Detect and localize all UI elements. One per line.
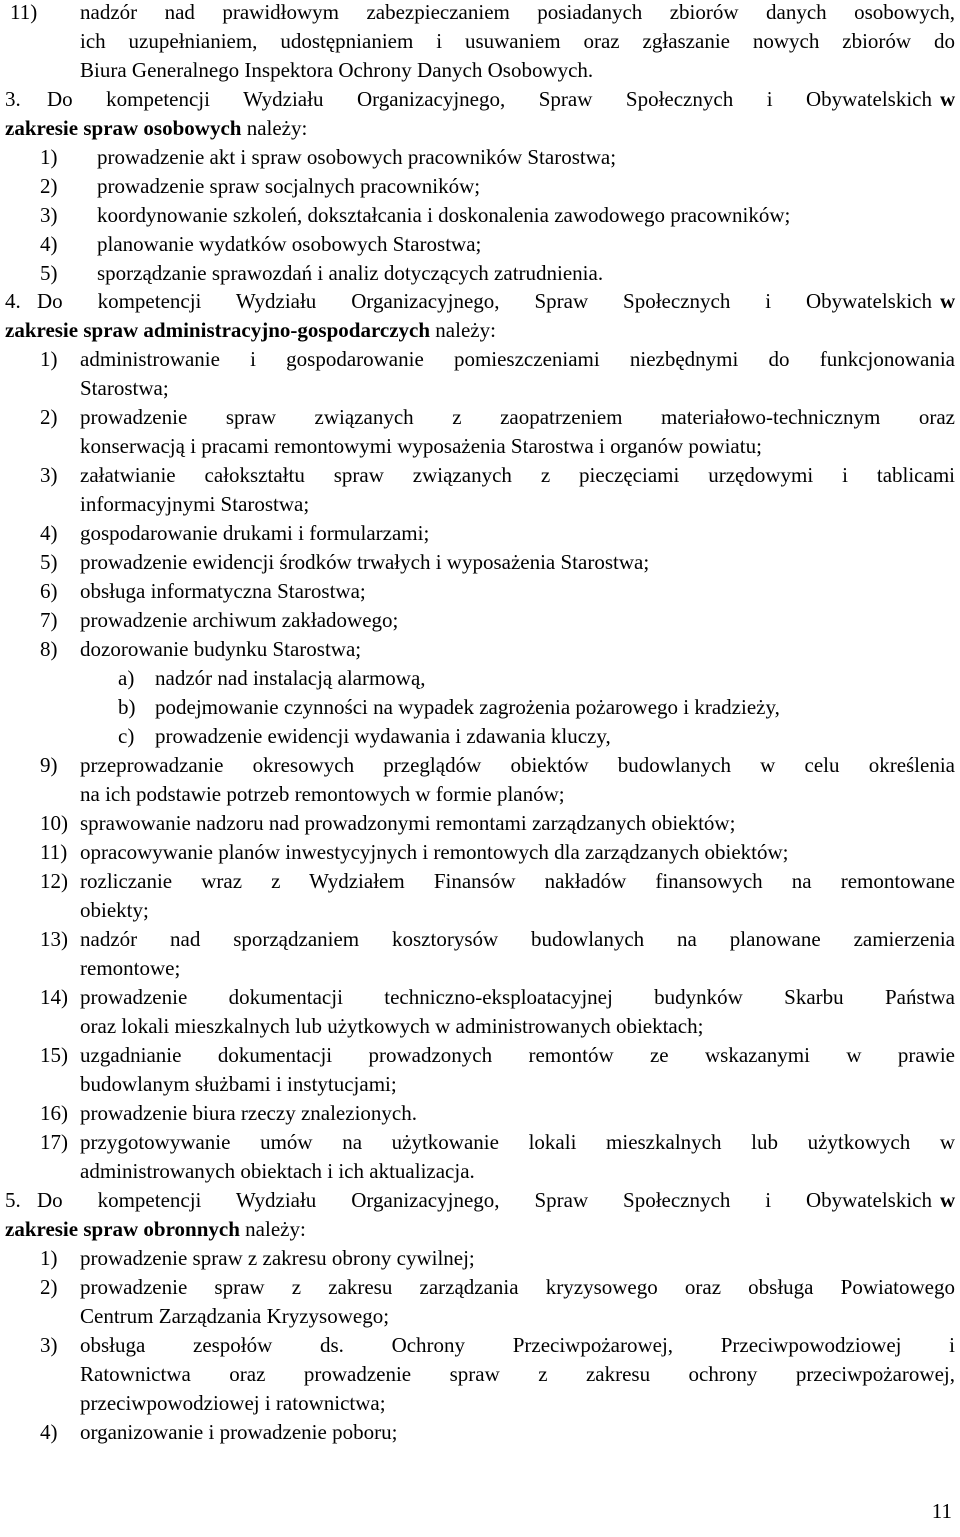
- section-number: 4.: [5, 289, 21, 313]
- list-number: 4): [40, 521, 58, 545]
- list-item-text: rozliczanie wraz z Wydziałem Finansów nakładów finansowych na remontowane: [80, 869, 955, 893]
- list-item-text: koordynowanie szkoleń, dokształcania i doskonalenia zawodowego pracowników;: [97, 203, 791, 227]
- list-number: 15): [40, 1043, 68, 1067]
- list-item-text: prowadzenie akt i spraw osobowych pracowników Starostwa;: [97, 145, 617, 169]
- list-item-text: obiekty;: [80, 898, 149, 922]
- list-number: a): [118, 666, 135, 690]
- list-number: b): [118, 695, 136, 719]
- list-number: 2): [40, 174, 58, 198]
- list-number: 10): [40, 811, 68, 835]
- list-number: 3): [40, 203, 58, 227]
- list-number: 11): [10, 0, 38, 24]
- list-item-text: informacyjnymi Starostwa;: [80, 492, 310, 516]
- list-number: 13): [40, 927, 68, 951]
- section-intro: Do kompetencji Wydziału Organizacyjnego, Spraw Społecznych i Obywatelskich: [37, 289, 932, 313]
- page-number: 11: [931, 1499, 952, 1523]
- list-item-text: konserwacją i pracami remontowymi wyposażenia Starostwa i organów powiatu;: [80, 434, 762, 458]
- list-number: 4): [40, 232, 58, 256]
- list-item-text: dozorowanie budynku Starostwa;: [80, 637, 362, 661]
- section-intro-w: w: [940, 1188, 956, 1212]
- section-number: 5.: [5, 1188, 21, 1212]
- list-item-text: uzgadnianie dokumentacji prowadzonych remontów ze wskazanymi w prawie: [80, 1043, 955, 1067]
- list-number: c): [118, 724, 135, 748]
- list-number: 14): [40, 985, 68, 1009]
- list-item-text: prowadzenie biura rzeczy znalezionych.: [80, 1101, 417, 1125]
- list-number: 1): [40, 347, 58, 371]
- list-number: 6): [40, 579, 58, 603]
- list-item-text: gospodarowanie drukami i formularzami;: [80, 521, 430, 545]
- section-intro-line2: zakresie spraw administracyjno-gospodarczych należy:: [5, 318, 496, 342]
- list-item-text: prowadzenie ewidencji środków trwałych i wyposażenia Starostwa;: [80, 550, 650, 574]
- list-item-text: prowadzenie ewidencji wydawania i zdawania kluczy,: [155, 724, 611, 748]
- list-number: 16): [40, 1101, 68, 1125]
- list-item-text: opracowywanie planów inwestycyjnych i remontowych dla zarządzanych obiektów;: [80, 840, 789, 864]
- list-number: 8): [40, 637, 58, 661]
- list-item-text: sporządzanie sprawozdań i analiz dotyczących zatrudnienia.: [97, 261, 604, 285]
- list-item-text: prowadzenie spraw z zakresu obrony cywilnej;: [80, 1246, 475, 1270]
- list-number: 17): [40, 1130, 68, 1154]
- list-number: 3): [40, 463, 58, 487]
- list-item-text: budowlanym służbami i instytucjami;: [80, 1072, 397, 1096]
- section-intro-line2: zakresie spraw osobowych należy:: [5, 116, 308, 140]
- list-item-text: Ratownictwa oraz prowadzenie spraw z zakresu ochrony przeciwpożarowej,: [80, 1362, 955, 1386]
- list-number: 9): [40, 753, 58, 777]
- list-item-text: prowadzenie spraw socjalnych pracowników;: [97, 174, 481, 198]
- list-number: 5): [40, 550, 58, 574]
- list-number: 1): [40, 1246, 58, 1270]
- list-item-text: nadzór nad sporządzaniem kosztorysów budowlanych na planowane zamierzenia: [80, 927, 955, 951]
- section-intro-w: w: [940, 87, 956, 111]
- list-number: 4): [40, 1420, 58, 1444]
- list-item-text: nadzór nad instalacją alarmową,: [155, 666, 426, 690]
- list-item-text: Biura Generalnego Inspektora Ochrony Danych Osobowych.: [80, 58, 594, 82]
- list-item-text: Centrum Zarządzania Kryzysowego;: [80, 1304, 390, 1328]
- section-intro: Do kompetencji Wydziału Organizacyjnego, Spraw Społecznych i Obywatelskich: [37, 1188, 932, 1212]
- list-item-text: przeciwpowodziowej i ratownictwa;: [80, 1391, 386, 1415]
- list-item-text: przygotowywanie umów na użytkowanie lokali mieszkalnych lub użytkowych w: [80, 1130, 955, 1154]
- list-item-text: obsługa informatyczna Starostwa;: [80, 579, 366, 603]
- list-number: 1): [40, 145, 58, 169]
- list-item-text: obsługa zespołów ds. Ochrony Przeciwpożarowej, Przeciwpowodziowej i: [80, 1333, 955, 1357]
- list-item-text: administrowanych obiektach i ich aktualizacja.: [80, 1159, 475, 1183]
- list-number: 11): [40, 840, 68, 864]
- list-item-text: nadzór nad prawidłowym zabezpieczaniem posiadanych zbiorów danych osobowych,: [80, 0, 955, 24]
- list-number: 2): [40, 405, 58, 429]
- list-item-text: planowanie wydatków osobowych Starostwa;: [97, 232, 482, 256]
- list-item-text: sprawowanie nadzoru nad prowadzonymi remontami zarządzanych obiektów;: [80, 811, 736, 835]
- section-intro: Do kompetencji Wydziału Organizacyjnego, Spraw Społecznych i Obywatelskich: [47, 87, 932, 111]
- list-item-text: remontowe;: [80, 956, 181, 980]
- list-item-text: na ich podstawie potrzeb remontowych w formie planów;: [80, 782, 565, 806]
- list-item-text: prowadzenie spraw z zakresu zarządzania kryzysowego oraz obsługa Powiatowego: [80, 1275, 955, 1299]
- list-number: 12): [40, 869, 68, 893]
- list-item-text: organizowanie i prowadzenie poboru;: [80, 1420, 398, 1444]
- list-item-text: Starostwa;: [80, 376, 169, 400]
- list-item-text: ich uzupełnianiem, udostępnianiem i usuwaniem oraz zgłaszanie nowych zbiorów do: [80, 29, 955, 53]
- list-item-text: przeprowadzanie okresowych przeglądów obiektów budowlanych w celu określenia: [80, 753, 955, 777]
- section-intro-w: w: [940, 289, 956, 313]
- list-number: 5): [40, 261, 58, 285]
- list-number: 3): [40, 1333, 58, 1357]
- list-item-text: podejmowanie czynności na wypadek zagrożenia pożarowego i kradzieży,: [155, 695, 780, 719]
- list-item-text: administrowanie i gospodarowanie pomieszczeniami niezbędnymi do funkcjonowania: [80, 347, 955, 371]
- list-item-text: oraz lokali mieszkalnych lub użytkowych w administrowanych obiektach;: [80, 1014, 704, 1038]
- list-item-text: prowadzenie dokumentacji techniczno-eksploatacyjnej budynków Skarbu Państwa: [80, 985, 955, 1009]
- section-number: 3.: [5, 87, 21, 111]
- section-intro-line2: zakresie spraw obronnych należy:: [5, 1217, 306, 1241]
- list-number: 7): [40, 608, 58, 632]
- list-item-text: załatwianie całokształtu spraw związanych z pieczęciami urzędowymi i tablicami: [80, 463, 955, 487]
- list-item-text: prowadzenie archiwum zakładowego;: [80, 608, 399, 632]
- list-item-text: prowadzenie spraw związanych z zaopatrzeniem materiałowo-technicznym oraz: [80, 405, 955, 429]
- list-number: 2): [40, 1275, 58, 1299]
